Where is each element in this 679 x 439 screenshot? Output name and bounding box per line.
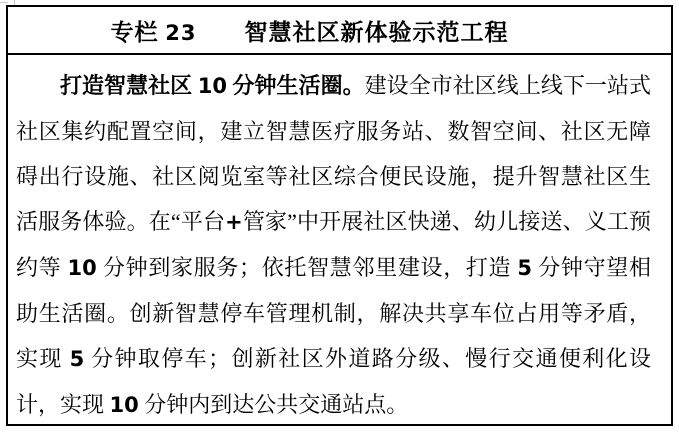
gridline-artifact-horizontal bbox=[0, 2, 8, 3]
panel-title: 专栏 23 智慧社区新体验示范工程 bbox=[110, 19, 509, 45]
lead-sentence: 打造智慧社区 10 分钟生活圈。 bbox=[60, 73, 365, 98]
panel-body bbox=[8, 55, 671, 428]
column-23-panel bbox=[6, 5, 673, 426]
body-paragraph bbox=[16, 63, 651, 428]
panel-title-row bbox=[8, 7, 671, 55]
body-text: 建设全市社区线上线下一站式社区集约配置空间，建立智慧医疗服务站、数智空间、社区无障碍出行设施、社区阅览室等社区综合便民设施，提升智慧社区生活服务体验。在“平台+管家”中开展社区快递、幼儿接送、义工预约等 10 分钟到家服务；依托智慧邻里建设，打造 5 分钟守望相助生活圈。创新智慧停车管理机制，解决共享车位占用等矛盾，实现 5 分钟取停车；创新社区外道路分级、慢行交通便利化设计，实现 10 分钟内到达公共交通站点。 bbox=[16, 73, 651, 417]
